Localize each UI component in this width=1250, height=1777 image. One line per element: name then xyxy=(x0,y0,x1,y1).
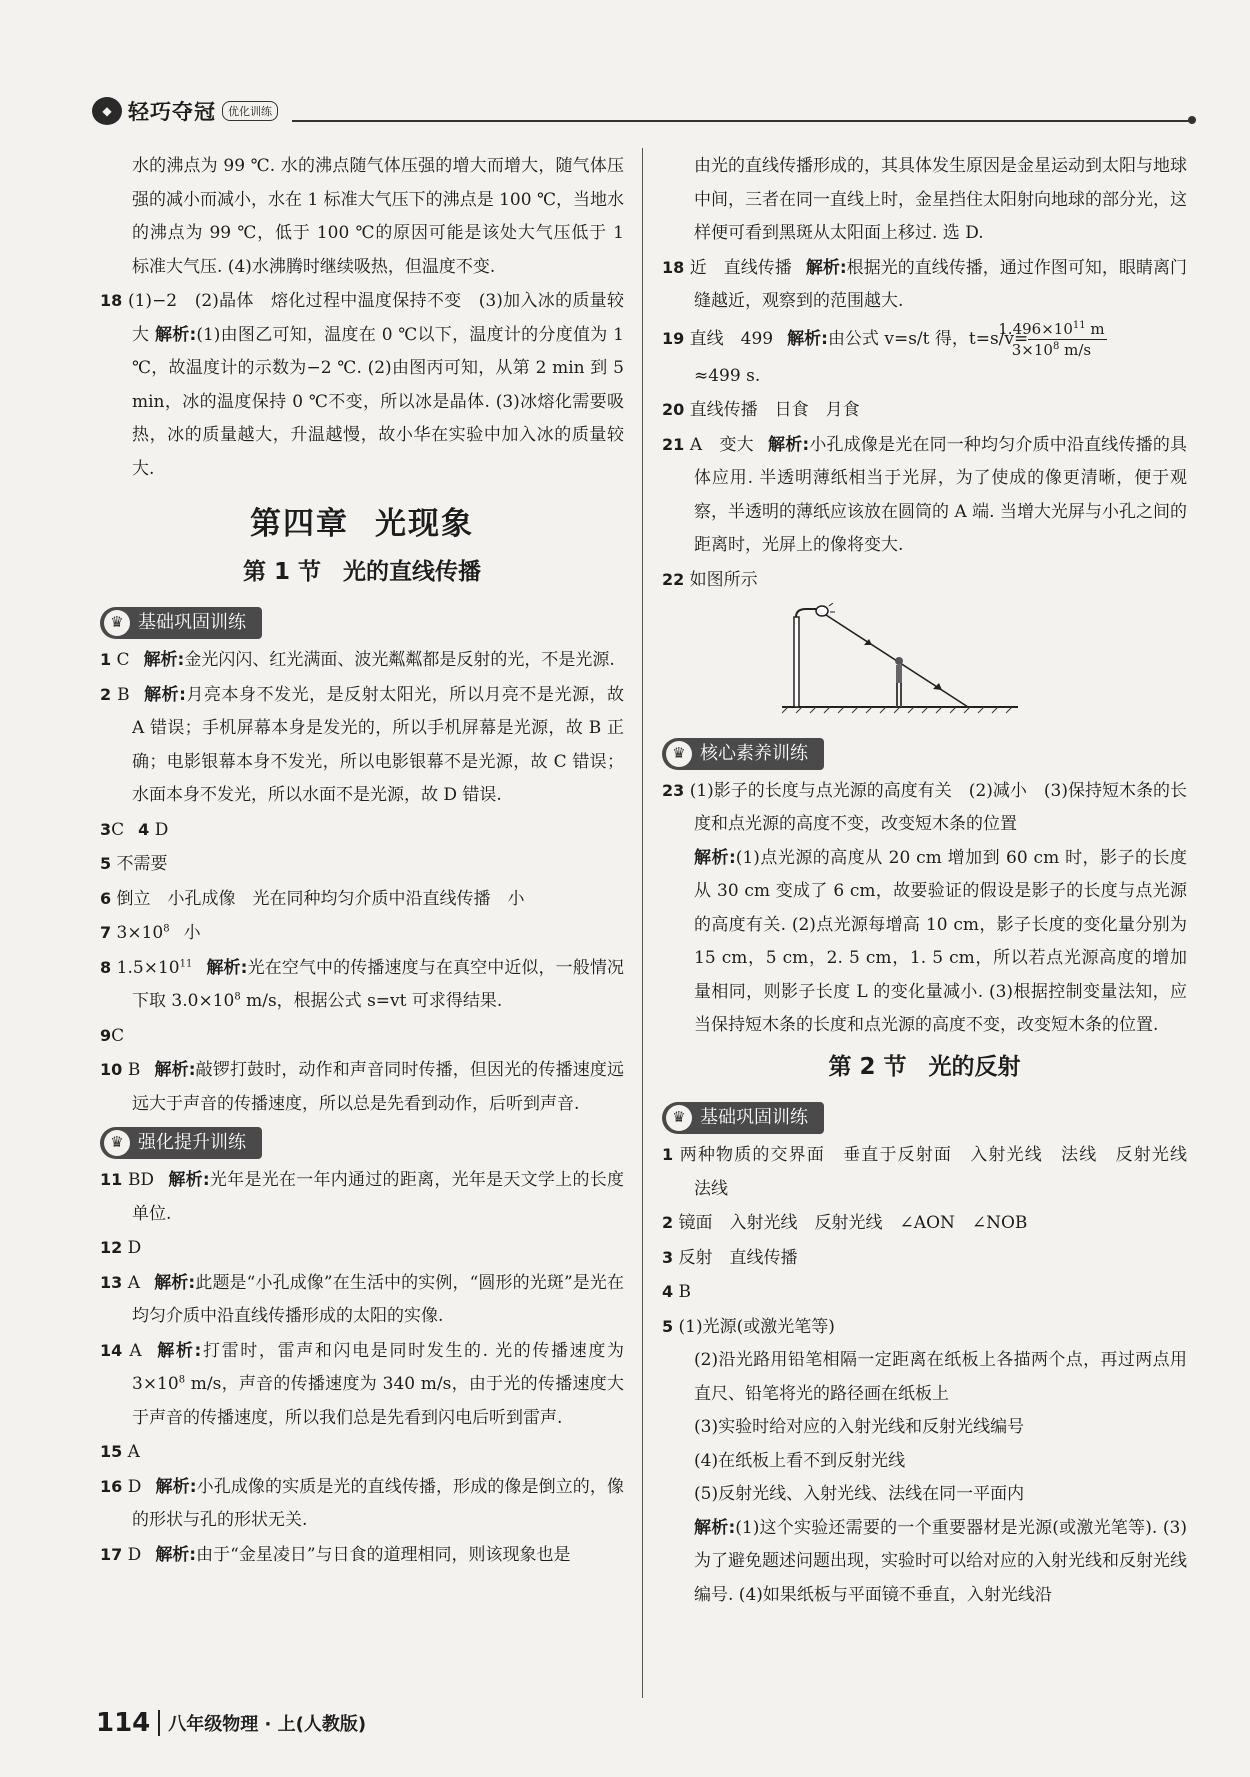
column-divider xyxy=(642,148,643,1698)
answer-17-continued-right: 由光的直线传播形成的，其具体发生原因是金星运动到太阳与地球中间，三者在同一直线上时，金星挡住太阳射向地球的部分光，这样便可看到黑斑从太阳面上移过. 选 D. xyxy=(694,156,1187,243)
right-column xyxy=(662,150,1205,1612)
answer-8: 8 $1.5\times 10^{11}$ 解析:光在空气中的传播速度与在真空中近似，一般情况下取 $3.0\times 10^8$ m/s，根据公式 s=vt 可求得结果. xyxy=(100,957,625,1011)
answer-16: 16 D 解析:小孔成像的实质是光的直线传播，形成的像是倒立的，像的形状与孔的形状无关. xyxy=(100,1476,625,1530)
s2-answer-5-part3: (3)实验时给对应的入射光线和反射光线编号 xyxy=(694,1417,1025,1437)
tag-advanced-training: ♛ 强化提升训练 xyxy=(100,1127,262,1159)
footer-separator xyxy=(158,1710,160,1736)
answer-17: 17 D 解析:由于“金星凌日”与日食的道理相同，则该现象也是 xyxy=(100,1544,571,1565)
tag-basic-training-2: ♛ 基础巩固训练 xyxy=(662,1102,824,1134)
answer-12: 12 D xyxy=(100,1238,142,1258)
s2-answer-1: 1 两种物质的交界面 垂直于反射面 入射光线 法线 反射光线 法线 xyxy=(662,1145,1205,1199)
streetlight-shadow-diagram xyxy=(782,603,1187,728)
s2-answer-5-part2: (2)沿光路用铅笔相隔一定距离在纸板上各描两个点，再过两点用直尺、铅笔将光的路径画在纸板上 xyxy=(694,1350,1187,1404)
section-title-2: 第 2 节 光的反射 xyxy=(828,1053,1021,1080)
answer-1: 1 C 解析:金光闪闪、红光满面、波光粼粼都是反射的光，不是光源. xyxy=(100,650,615,670)
page-footer xyxy=(96,1708,366,1738)
crown-icon: ♛ xyxy=(104,1130,130,1156)
answer-2: 2 B 解析:月亮本身不发光，是反射太阳光，所以月亮不是光源，故 A 错误；手机屏幕本身是发光的，所以手机屏幕是光源，故 B 正确；电影银幕本身不发光，所以电影银幕不是光源，故 C 错误；水面本身不发光，所以水面不是光源，故 D 错误. xyxy=(100,684,625,805)
lamp-arm xyxy=(796,609,818,617)
answer-11: 11 BD 解析:光年是光在一年内通过的距离，光年是天文学上的长度单位. xyxy=(100,1170,624,1224)
answer-22: 22 如图所示 xyxy=(662,569,758,590)
answer-14: 14 A 解析:打雷时，雷声和闪电是同时发生的. 光的传播速度为 $3\times 10^8$ m/s，声音的传播速度为 340 m/s，由于光的传播速度大于声音的传播速度，所以我们总是先看到闪电后听到雷声. xyxy=(100,1340,624,1428)
answer-23-analysis: 解析:(1)点光源的高度从 20 cm 增加到 60 cm 时，影子的长度从 30 cm 变成了 6 cm，故要验证的假设是影子的长度与点光源的高度有关. (2)点光源每增高 10 cm，影子长度的变化量分别为 15 cm，5 cm，2. 5 cm，1. 5 cm，所以若点光源高度的增加量相同，则影子长度 L 的变化量减小. (3)根据控制变量法知，应当保持短木条的长度和点光源的高度不变，改变短木条的位置. xyxy=(694,847,1187,1035)
answer-7: 7 $3\times 10^8$ 小 xyxy=(100,923,201,943)
person-head xyxy=(895,657,903,665)
answer-3-4: 3C 4 D xyxy=(100,819,169,840)
s2-answer-5-part4: (4)在纸板上看不到反射光线 xyxy=(694,1450,906,1471)
page-number: 114 xyxy=(96,1708,151,1738)
shadow-figure xyxy=(782,603,1022,715)
s2-answer-4: 4 B xyxy=(662,1282,692,1302)
tag-basic-training: ♛ 基础巩固训练 xyxy=(100,607,262,639)
answer-13: 13 A 解析:此题是“小孔成像”在生活中的实例，“圆形的光斑”是光在均匀介质中沿直线传播形成的太阳的实像. xyxy=(100,1272,625,1326)
answer-20: 20 直线传播 日食 月食 xyxy=(662,400,860,420)
fraction: $\frac{1.496\times 10^{11} m}{3\times 10^8 m/s}$ xyxy=(998,319,1105,359)
s2-answer-5-part5: (5)反射光线、入射光线、法线在同一平面内 xyxy=(694,1484,1025,1504)
lamp-bulb xyxy=(816,606,828,616)
crown-icon: ♛ xyxy=(666,741,692,767)
answer-18: 18 (1)−2 (2)晶体 熔化过程中温度保持不变 (3)加入冰的质量较大 解析:(1)由图乙可知，温度在 0 ℃以下，温度计的分度值为 1 ℃，故温度计的示数为−2 ℃. (2)由图丙可知，从第 2 min 到 5 min，冰的温度保持 0 ℃不变，所以冰是晶体. (3)冰熔化需要吸热，冰的质量越大，升温越慢，故小华在实验中加入冰的质量较大. xyxy=(100,291,625,479)
answer-19: 19 直线 499 解析:由公式 v=s/t 得，t=s/v= $\frac{1.496\times 10^{11} m}{3\times 10^8 m/s}$ ≈499 s. xyxy=(662,319,1105,386)
ray-arrow-2 xyxy=(933,683,942,690)
answer-21: 21 A 变大 解析:小孔成像是光在同一种均匀介质中沿直线传播的具体应用. 半透明薄纸相当于光屏，为了使成的像更清晰，便于观察，半透明的薄纸应该放在圆筒的 A 端. 当增大光屏与小孔之间的距离时，光屏上的像将变大. xyxy=(662,434,1188,555)
crown-icon: ♛ xyxy=(666,1105,692,1131)
lamp-pole xyxy=(794,617,799,707)
left-column xyxy=(100,150,624,1572)
tag-core-training: ♛ 核心素养训练 xyxy=(662,738,824,770)
chapter-title: 第四章 光现象 xyxy=(250,506,474,542)
answer-17-continued: 水的沸点为 99 ℃. 水的沸点随气体压强的增大而增大，随气体压强的减小而减小，水在 1 标准大气压下的沸点是 100 ℃，当地水的沸点为 99 ℃，低于 100 ℃的原因可能是该处大气压低于 1 标准大气压. (4)水沸腾时继续吸热，但温度不变. xyxy=(132,156,624,277)
brand-name: 轻巧夺冠 xyxy=(128,100,216,124)
crown-icon: ♛ xyxy=(104,610,130,636)
s2-answer-3: 3 反射 直线传播 xyxy=(662,1247,798,1268)
s2-answer-2: 2 镜面 入射光线 反射光线 ∠AON ∠NOB xyxy=(662,1213,1028,1233)
answer-18-right: 18 近 直线传播 解析:根据光的直线传播，通过作图可知，眼睛离门缝越近，观察到的范围越大. xyxy=(662,257,1187,311)
book-title: 八年级物理 · 上(人教版) xyxy=(168,1714,367,1735)
page-header xyxy=(92,96,1192,132)
brand-logo xyxy=(92,96,278,126)
answer-9: 9C xyxy=(100,1025,125,1046)
header-rule xyxy=(292,120,1192,122)
header-rule-dot xyxy=(1188,116,1196,124)
answer-23: 23 (1)影子的长度与点光源的高度有关 (2)减小 (3)保持短木条的长度和点光源的高度不变，改变短木条的位置 xyxy=(662,780,1188,834)
answer-15: 15 A xyxy=(100,1442,140,1462)
answer-5: 5 不需要 xyxy=(100,854,168,874)
answer-6: 6 倒立 小孔成像 光在同种均匀介质中沿直线传播 小 xyxy=(100,888,525,909)
s2-answer-5-analysis: 解析:(1)这个实验还需要的一个重要器材是光源(或激光笔等). (3)为了避免题述问题出现，实验时可以给对应的入射光线和反射光线编号. (4)如果纸板与平面镜不垂直，入射光线沿 xyxy=(694,1517,1187,1605)
s2-answer-5: 5 (1)光源(或激光笔等) xyxy=(662,1316,835,1337)
brand-subtitle: 优化训练 xyxy=(222,101,278,121)
person-body xyxy=(896,665,902,683)
section-title-1: 第 1 节 光的直线传播 xyxy=(242,558,482,585)
answer-10: 10 B 解析:敲锣打鼓时，动作和声音同时传播，但因光的传播速度远远大于声音的传播速度，所以总是先看到动作，后听到声音. xyxy=(100,1060,624,1114)
logo-icon: ◆ xyxy=(92,97,122,125)
